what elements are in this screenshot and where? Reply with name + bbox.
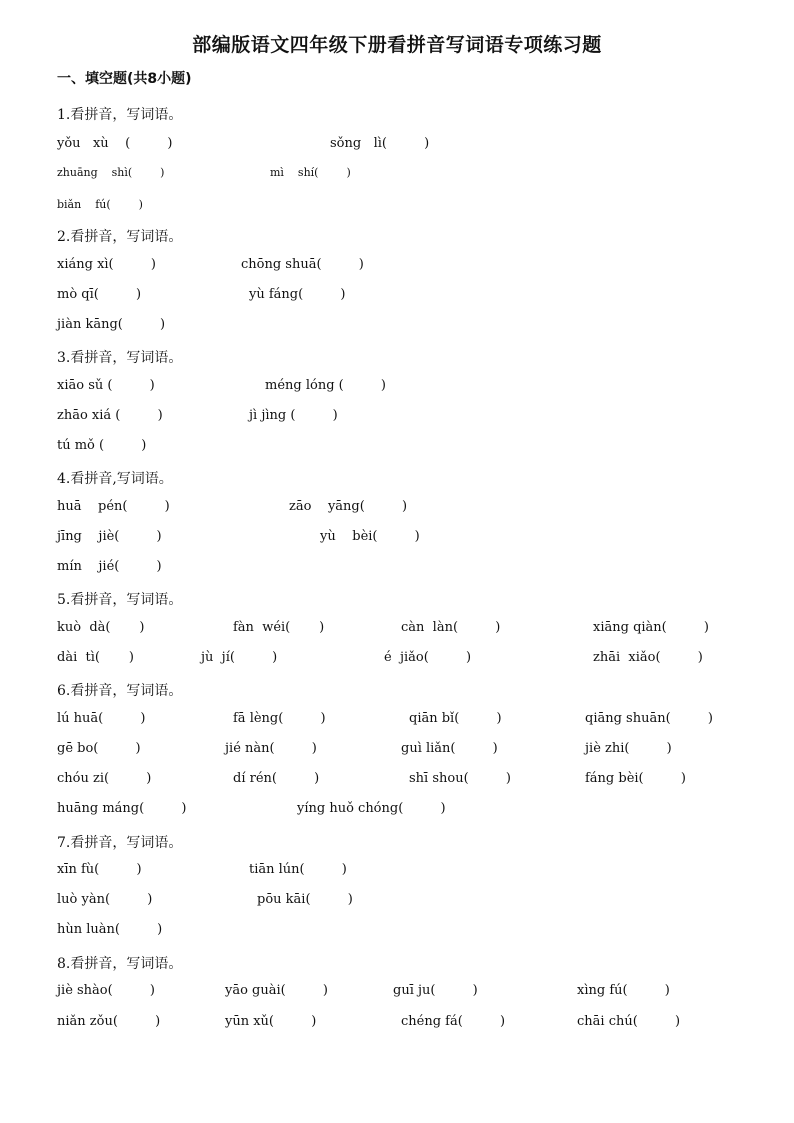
pinyin-row xyxy=(0,801,794,821)
pinyin-blank-item[interactable]: chéng fá( ) xyxy=(401,1014,506,1029)
pinyin-blank-item[interactable]: tú mǒ ( ) xyxy=(57,438,147,453)
pinyin-row xyxy=(0,166,794,186)
pinyin-row xyxy=(0,257,794,277)
pinyin-blank-item[interactable]: jiè shào( ) xyxy=(57,983,155,998)
pinyin-blank-item[interactable]: jiàn kāng( ) xyxy=(57,317,166,332)
pinyin-blank-item[interactable]: lú huā( ) xyxy=(57,711,146,726)
pinyin-blank-item[interactable]: sǒng lì( ) xyxy=(330,136,430,151)
pinyin-blank-item[interactable]: jīng jiè( ) xyxy=(57,529,162,544)
pinyin-blank-item[interactable]: huāng máng( ) xyxy=(57,801,187,816)
pinyin-blank-item[interactable]: fā lèng( ) xyxy=(233,711,326,726)
pinyin-blank-item[interactable]: chōng shuā( ) xyxy=(241,257,364,272)
question-label: 6.看拼音，写词语。 xyxy=(57,683,183,699)
pinyin-row xyxy=(0,862,794,882)
pinyin-row xyxy=(0,499,794,519)
pinyin-row xyxy=(0,529,794,549)
pinyin-row xyxy=(0,559,794,579)
pinyin-blank-item[interactable]: pōu kāi( ) xyxy=(257,892,353,907)
pinyin-row xyxy=(0,922,794,942)
pinyin-blank-item[interactable]: tiān lún( ) xyxy=(249,862,347,877)
pinyin-row xyxy=(0,408,794,428)
pinyin-row xyxy=(0,983,794,1003)
question-label: 5.看拼音，写词语。 xyxy=(57,592,183,608)
pinyin-row xyxy=(0,317,794,337)
question-label: 7.看拼音，写词语。 xyxy=(57,835,183,851)
pinyin-blank-item[interactable]: zhāo xiá ( ) xyxy=(57,408,163,423)
question-label: 3.看拼音，写词语。 xyxy=(57,350,183,366)
pinyin-blank-item[interactable]: mín jié( ) xyxy=(57,559,162,574)
pinyin-blank-item[interactable]: xiáng xì( ) xyxy=(57,257,156,272)
pinyin-row xyxy=(0,198,794,218)
pinyin-blank-item[interactable]: jì jìng ( ) xyxy=(249,408,338,423)
pinyin-blank-item[interactable]: yíng huǒ chóng( ) xyxy=(297,801,446,816)
pinyin-blank-item[interactable]: guī ju( ) xyxy=(393,983,478,998)
pinyin-row xyxy=(0,438,794,458)
pinyin-blank-item[interactable]: méng lóng ( ) xyxy=(265,378,386,393)
question-label: 2.看拼音，写词语。 xyxy=(57,229,183,245)
pinyin-blank-item[interactable]: qiān bǐ( ) xyxy=(409,711,502,726)
pinyin-blank-item[interactable]: biǎn fú( ) xyxy=(57,198,143,211)
page-title: 部编版语文四年级下册看拼音写词语专项练习题 xyxy=(192,34,602,56)
pinyin-blank-item[interactable]: hùn luàn( ) xyxy=(57,922,163,937)
pinyin-row xyxy=(0,892,794,912)
pinyin-row xyxy=(0,136,794,156)
pinyin-blank-item[interactable]: guì liǎn( ) xyxy=(401,741,498,756)
pinyin-blank-item[interactable]: fàn wéi( ) xyxy=(233,620,325,635)
pinyin-blank-item[interactable]: mò qī( ) xyxy=(57,287,142,302)
pinyin-row xyxy=(0,378,794,398)
pinyin-blank-item[interactable]: dài tì( ) xyxy=(57,650,134,665)
pinyin-blank-item[interactable]: jù jí( ) xyxy=(201,650,278,665)
pinyin-row xyxy=(0,771,794,791)
pinyin-blank-item[interactable]: huā pén( ) xyxy=(57,499,170,514)
question-label: 4.看拼音,写词语。 xyxy=(57,471,173,487)
pinyin-blank-item[interactable]: zāo yāng( ) xyxy=(289,499,408,514)
pinyin-blank-item[interactable]: chóu zi( ) xyxy=(57,771,152,786)
pinyin-blank-item[interactable]: dí rén( ) xyxy=(233,771,320,786)
pinyin-blank-item[interactable]: chāi chú( ) xyxy=(577,1014,681,1029)
pinyin-blank-item[interactable]: yǒu xù ( ) xyxy=(57,136,173,151)
pinyin-blank-item[interactable]: shī shou( ) xyxy=(409,771,511,786)
pinyin-blank-item[interactable]: é jiǎo( ) xyxy=(384,650,472,665)
pinyin-blank-item[interactable]: xìng fú( ) xyxy=(577,983,670,998)
pinyin-blank-item[interactable]: qiāng shuān( ) xyxy=(585,711,713,726)
pinyin-blank-item[interactable]: kuò dà( ) xyxy=(57,620,145,635)
pinyin-blank-item[interactable]: yūn xǔ( ) xyxy=(225,1014,317,1029)
pinyin-blank-item[interactable]: xīn fù( ) xyxy=(57,862,142,877)
pinyin-blank-item[interactable]: jié nàn( ) xyxy=(225,741,317,756)
pinyin-row xyxy=(0,741,794,761)
section-heading: 一、填空题(共8小题) xyxy=(57,71,192,87)
pinyin-row xyxy=(0,1014,794,1034)
pinyin-blank-item[interactable]: xiāo sǔ ( ) xyxy=(57,378,155,393)
pinyin-blank-item[interactable]: zhāi xiǎo( ) xyxy=(593,650,703,665)
pinyin-blank-item[interactable]: niǎn zǒu( ) xyxy=(57,1014,161,1029)
pinyin-row xyxy=(0,711,794,731)
pinyin-blank-item[interactable]: luò yàn( ) xyxy=(57,892,153,907)
pinyin-blank-item[interactable]: gē bo( ) xyxy=(57,741,141,756)
pinyin-blank-item[interactable]: zhuāng shì( ) xyxy=(57,166,165,179)
pinyin-blank-item[interactable]: mì shí( ) xyxy=(270,166,351,179)
question-label: 8.看拼音，写词语。 xyxy=(57,956,183,972)
pinyin-blank-item[interactable]: jiè zhi( ) xyxy=(585,741,672,756)
pinyin-blank-item[interactable]: yù fáng( ) xyxy=(249,287,346,302)
pinyin-blank-item[interactable]: yāo guài( ) xyxy=(225,983,328,998)
pinyin-blank-item[interactable]: yù bèi( ) xyxy=(320,529,420,544)
pinyin-row xyxy=(0,650,794,670)
pinyin-row xyxy=(0,620,794,640)
pinyin-blank-item[interactable]: fáng bèi( ) xyxy=(585,771,686,786)
pinyin-blank-item[interactable]: càn làn( ) xyxy=(401,620,501,635)
question-label: 1.看拼音，写词语。 xyxy=(57,107,183,123)
pinyin-row xyxy=(0,287,794,307)
pinyin-blank-item[interactable]: xiāng qiàn( ) xyxy=(593,620,710,635)
